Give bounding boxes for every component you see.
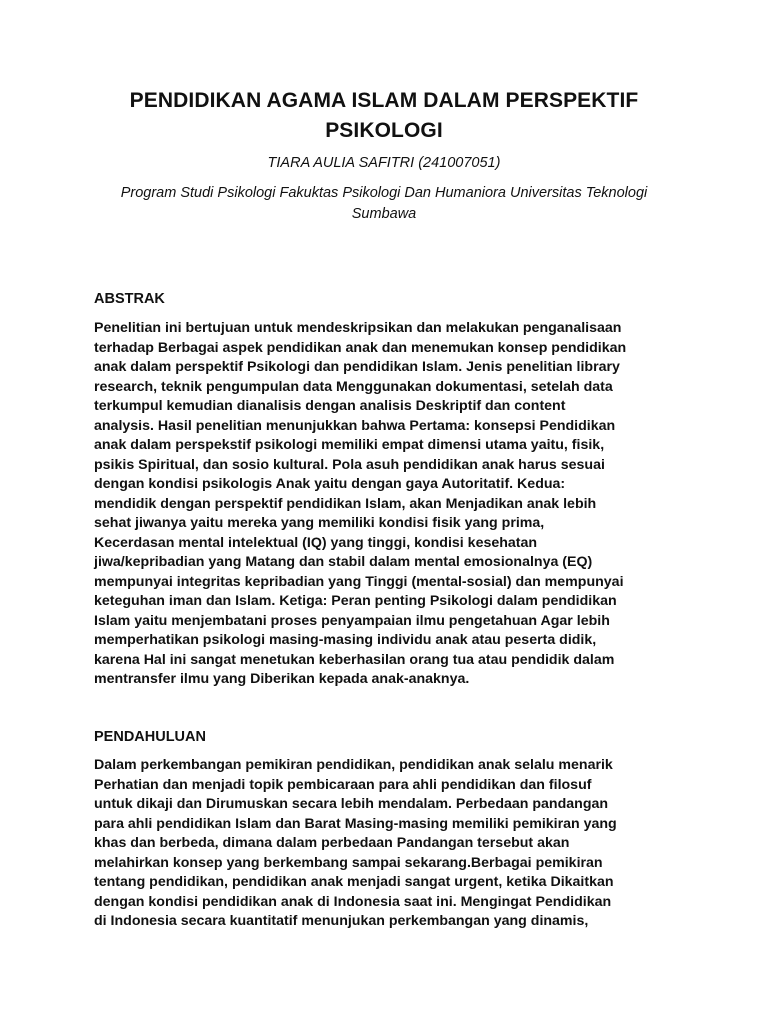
affiliation-line: Program Studi Psikologi Fakuktas Psikologi Dan Humaniora Universitas Teknologi [120,185,648,201]
introduction-line: para ahli pendidikan Islam dan Barat Masing-masing memiliki pemikiran yang [94,815,617,832]
abstract-line: psikis Spiritual, dan sosio kultural. Pola asuh pendidikan anak harus sesuai [94,456,605,473]
abstract-line: terkumpul kemudian dianalisis dengan analisis Deskriptif dan content [94,398,566,414]
introduction-heading: PENDAHULUAN [94,729,206,745]
abstract-line: jiwa/kepribadian yang Matang dan stabil dalam mental emosionalnya (EQ) [94,554,593,570]
abstract-line: anak dalam perspektif Psikologi dan pendidikan Islam. Jenis penelitian library [94,359,620,375]
paper-title [60,86,708,146]
introduction-line: khas dan berbeda, dimana dalam perbedaan Pandangan tersebut akan [94,835,570,851]
abstract-line: keteguhan iman dan Islam. Ketiga: Peran penting Psikologi dalam pendidikan [94,593,617,609]
introduction-line: Perhatian dan menjadi topik pembicaraan para ahli pendidikan dan filosuf [94,776,592,793]
introduction-line: melahirkan konsep yang berkembang sampai sekarang.Berbagai pemikiran [94,854,603,871]
abstract-line: karena Hal ini sangat menetukan keberhasilan orang tua atau pendidik dalam [94,651,615,668]
abstract-line: sehat jiwanya yaitu mereka yang memiliki kondisi fisik yang prima, [94,515,545,531]
affiliation [92,183,676,225]
abstract-line: research, teknik pengumpulan data Menggunakan dokumentasi, setelah data [94,378,613,395]
abstract-line: memperhatikan psikologi masing-masing individu anak atau peserta didik, [94,632,597,648]
abstract-line: mendidik dengan perspektif pendidikan Islam, akan Menjadikan anak lebih [94,495,597,512]
abstract-line: Penelitian ini bertujuan untuk mendeskripsikan dan melakukan penganalisaan [94,320,622,336]
abstract-line: Kecerdasan mental intelektual (IQ) yang tinggi, kondisi kesehatan [94,534,538,551]
abstract-line: analysis. Hasil penelitian menunjukkan bahwa Pertama: konsepsi Pendidikan [94,417,616,434]
introduction-line: tentang pendidikan, pendidikan anak menjadi sangat urgent, ketika Dikaitkan [94,874,614,890]
abstract-paragraph [94,319,694,690]
author-line: TIARA AULIA SAFITRI (241007051) [267,155,501,171]
introduction-line: dengan kondisi pendidikan anak di Indonesia saat ini. Mengingat Pendidikan [94,893,612,910]
paper-title-line: PSIKOLOGI [325,119,443,142]
abstract-heading: ABSTRAK [94,291,165,307]
introduction-line: untuk dikaji dan Dirumuskan secara lebih mendalam. Perbedaan pandangan [94,796,609,812]
abstract-line: Islam yaitu menjembatani proses penyampaian ilmu pengetahuan Agar lebih [94,612,610,629]
abstract-line: mempunyai integritas kepribadian yang Tinggi (mental-sosial) dan mempunyai [94,573,624,590]
introduction-line: di Indonesia secara kuantitatif menunjukan perkembangan yang dinamis, [94,913,589,929]
abstract-line: dengan kondisi psikologis Anak yaitu dengan gaya Autoritatif. Kedua: [94,476,566,492]
introduction-line: Dalam perkembangan pemikiran pendidikan, pendidikan anak selalu menarik [94,757,613,773]
abstract-line: terhadap Berbagai aspek pendidikan anak dan menemukan konsep pendidikan [94,339,627,356]
affiliation-line: Sumbawa [351,206,417,222]
paper-title-line: PENDIDIKAN AGAMA ISLAM DALAM PERSPEKTIF [129,89,639,112]
introduction-paragraph [94,756,694,932]
abstract-line: mentransfer ilmu yang Diberikan kepada anak-anaknya. [94,671,470,687]
abstract-line: anak dalam perspekstif psikologi memiliki empat dimensi utama yaitu, fisik, [94,437,605,453]
